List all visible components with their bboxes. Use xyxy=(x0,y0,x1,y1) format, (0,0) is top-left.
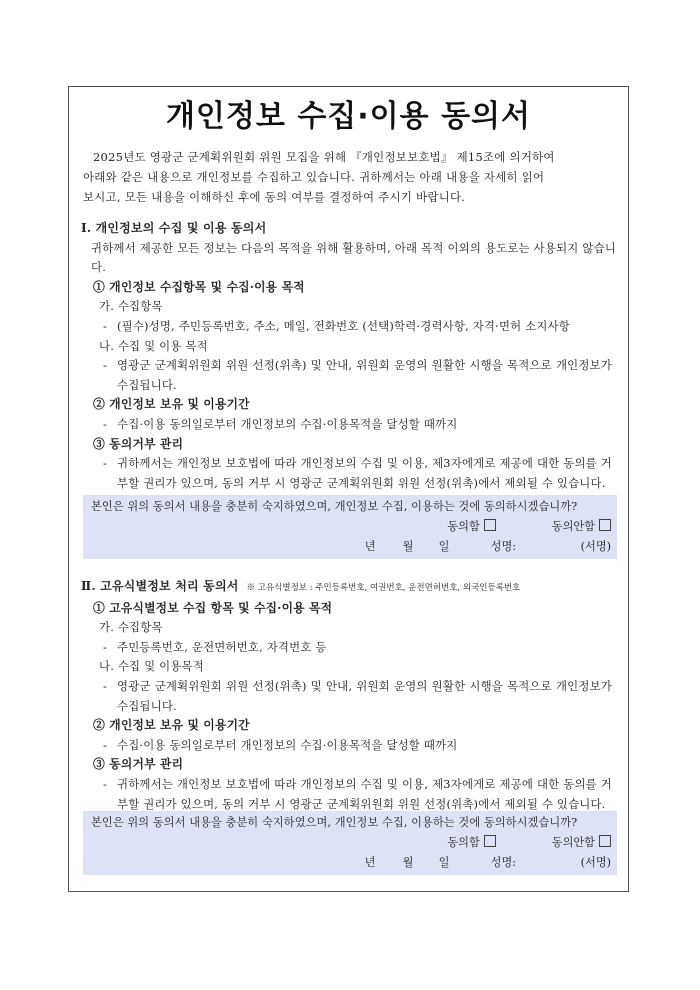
item-label: 가. 수집항목 xyxy=(99,620,163,635)
section-heading: Ⅰ. 개인정보의 수집 및 이용 동의서 xyxy=(81,221,267,235)
disagree-option[interactable] xyxy=(552,833,611,853)
bullet-text: 귀하께서는 개인정보 보호법에 따라 개인정보의 수집 및 이용, 제3자에게로 제공에 대한 동의를 거부할 권리가 있으며, 동의 거부 시 영광군 군계획위원회 위원 선정(위촉)에서 제외될 수 있습니다. xyxy=(117,776,612,811)
dash-bullet: - xyxy=(103,776,108,791)
bullet-text: 귀하께서는 개인정보 보호법에 따라 개인정보의 수집 및 이용, 제3자에게로 제공에 대한 동의를 거부할 권리가 있으며, 동의 거부 시 영광군 군계획위원회 위원 선정(위촉)에서 제외될 수 있습니다. xyxy=(117,456,612,490)
subsection-heading: ③ 동의거부 관리 xyxy=(93,436,184,451)
subsection-heading: ② 개인정보 보유 및 이용기간 xyxy=(93,397,250,412)
disagree-checkbox[interactable] xyxy=(599,519,611,531)
consent-box-unique-id xyxy=(83,811,617,875)
year-field[interactable]: 년 xyxy=(364,856,376,869)
bullet-item xyxy=(81,638,616,658)
section-personal-info xyxy=(81,219,616,493)
bullet-text: 수집·이용 동의일로부터 개인정보의 수집·이용목적을 달성할 때까지 xyxy=(117,737,458,752)
signature-field[interactable]: (서명) xyxy=(580,856,611,869)
bullet-item xyxy=(81,775,616,814)
day-field[interactable]: 일 xyxy=(438,856,450,869)
subsection-heading: ③ 동의거부 관리 xyxy=(93,757,184,772)
month-field[interactable]: 월 xyxy=(402,540,414,553)
item-label: 가. 수집항목 xyxy=(99,299,163,314)
subsection-heading: ① 고유식별정보 수집 항목 및 수집·이용 목적 xyxy=(93,600,333,615)
section-paragraph: 귀하께서 제공한 모든 정보는 다음의 목적을 위해 활용하며, 아래 목적 이외의 용도로는 사용되지 않습니다. xyxy=(91,240,616,275)
agree-checkbox[interactable] xyxy=(484,835,496,847)
disagree-label: 동의안함 xyxy=(551,520,595,533)
signature-row xyxy=(91,853,611,873)
dash-bullet: - xyxy=(103,737,108,752)
section-note: ※ 고유식별정보 : 주민등록번호, 여권번호, 운전면허번호, 외국인등록번호 xyxy=(246,583,521,593)
bullet-text: 수집·이용 동의일로부터 개인정보의 수집·이용목적을 달성할 때까지 xyxy=(117,416,458,431)
subsection-heading: ② 개인정보 보유 및 이용기간 xyxy=(93,718,250,733)
agree-label: 동의함 xyxy=(447,836,480,849)
bullet-item xyxy=(81,454,616,493)
consent-question: 본인은 위의 동의서 내용을 충분히 숙지하였으며, 개인정보 수집, 이용하는 것에 동의하시겠습니까? xyxy=(91,816,578,829)
item-label: 나. 수집 및 이용 목적 xyxy=(99,338,208,353)
name-field[interactable]: 성명: xyxy=(490,856,517,869)
disagree-option[interactable] xyxy=(552,517,611,537)
consent-box-personal-info xyxy=(83,495,617,559)
bullet-text: 주민등록번호, 운전면허번호, 자격번호 등 xyxy=(117,639,327,654)
agree-label: 동의함 xyxy=(447,520,480,533)
signature-field[interactable]: (서명) xyxy=(580,540,611,553)
bullet-text: (필수)성명, 주민등록번호, 주소, 메일, 전화번호 (선택)학력·경력사항, 자격·면허 소지사항 xyxy=(117,318,570,333)
bullet-item xyxy=(81,317,616,337)
intro-paragraph xyxy=(83,147,614,207)
item-label: 나. 수집 및 이용목적 xyxy=(99,659,204,674)
intro-line-1: 2025년도 영광군 군계획위원회 위원 모집을 위해 『개인정보보호법』 제15조에 의거하여 xyxy=(93,150,555,164)
agree-option[interactable] xyxy=(447,833,495,853)
subsection-heading: ① 개인정보 수집항목 및 수집·이용 목적 xyxy=(93,279,305,294)
year-field[interactable]: 년 xyxy=(364,540,376,553)
consent-options xyxy=(91,517,611,537)
agree-checkbox[interactable] xyxy=(484,519,496,531)
dash-bullet: - xyxy=(103,678,108,693)
section-heading xyxy=(81,577,616,599)
month-field[interactable]: 월 xyxy=(402,856,414,869)
bullet-item xyxy=(81,356,616,395)
section-unique-id-info xyxy=(81,577,616,814)
disagree-checkbox[interactable] xyxy=(599,835,611,847)
dash-bullet: - xyxy=(103,639,108,654)
intro-line-2: 아래와 같은 내용으로 개인정보를 수집하고 있습니다. 귀하께서는 아래 내용을 자세히 읽어 xyxy=(83,170,545,184)
agree-option[interactable] xyxy=(447,517,495,537)
bullet-text: 영광군 군계획위원회 위원 선정(위촉) 및 안내, 위원회 운영의 원활한 시행을 목적으로 개인정보가 수집됩니다. xyxy=(117,678,612,713)
bullet-item xyxy=(81,736,616,756)
consent-form-frame xyxy=(68,86,629,892)
dash-bullet: - xyxy=(103,318,108,333)
intro-line-3: 보시고, 모든 내용을 이해하신 후에 동의 여부를 결정하여 주시기 바랍니다. xyxy=(83,190,466,204)
bullet-item xyxy=(81,415,616,435)
page-title: 개인정보 수집·이용 동의서 xyxy=(165,99,532,134)
name-field[interactable]: 성명: xyxy=(490,540,517,553)
disagree-label: 동의안함 xyxy=(551,836,595,849)
bullet-text: 영광군 군계획위원회 위원 선정(위촉) 및 안내, 위원회 운영의 원활한 시행을 목적으로 개인정보가 수집됩니다. xyxy=(117,358,612,392)
bullet-item xyxy=(81,677,616,716)
signature-row xyxy=(91,537,611,557)
consent-question: 본인은 위의 동의서 내용을 충분히 숙지하였으며, 개인정보 수집, 이용하는 것에 동의하시겠습니까? xyxy=(91,500,578,513)
dash-bullet: - xyxy=(103,358,108,373)
dash-bullet: - xyxy=(103,456,108,471)
dash-bullet: - xyxy=(103,416,108,431)
consent-options xyxy=(91,833,611,853)
day-field[interactable]: 일 xyxy=(438,540,450,553)
section-heading-text: Ⅱ. 고유식별정보 처리 동의서 xyxy=(81,579,239,593)
